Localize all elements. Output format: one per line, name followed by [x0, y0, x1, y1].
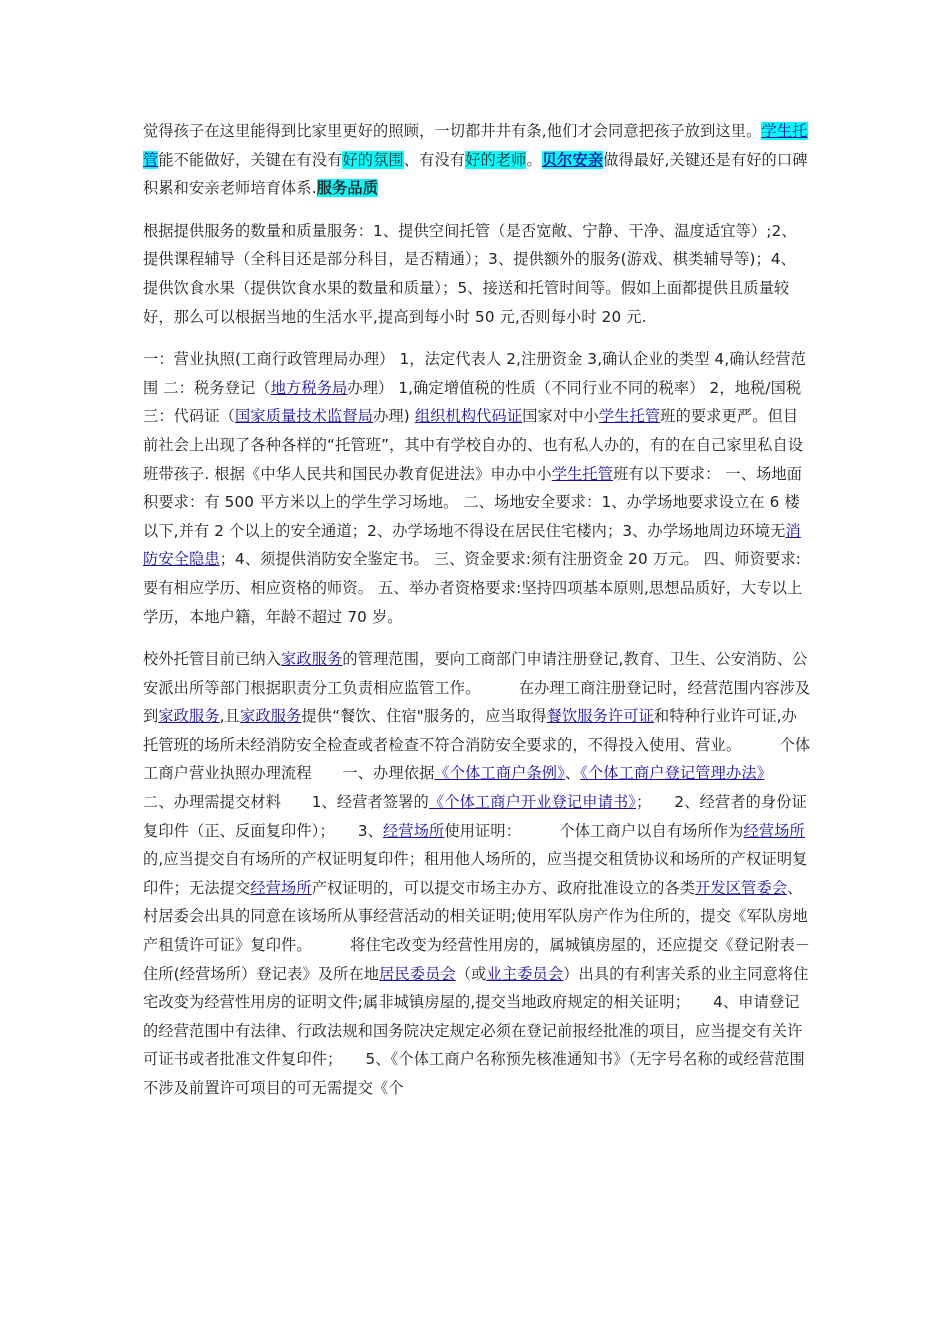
text-link[interactable]: 学生托管 — [598, 407, 661, 426]
text-link[interactable]: 学生托管 — [551, 464, 614, 483]
body-text: ,且 — [219, 707, 241, 726]
text-link[interactable]: 经营场所 — [743, 821, 805, 840]
text-link[interactable]: 《个体工商户条例》 — [434, 764, 565, 783]
body-text: 办理) — [373, 407, 415, 426]
body-text: 、 — [564, 764, 581, 783]
document-body — [143, 117, 811, 1103]
body-text: 、村居委会出具的同意在该场所从事经营活动的相关证明;使用军队房产作为住所的，提交《军队房地产租赁许可证》复印件。 将住宅改变为经营性用房的，属城镇房屋的，还应提交《登记附表－住所(经营场所）登记表》及所在地 — [143, 878, 811, 983]
body-text: 使用证明： 个体工商户以自有场所作为 — [444, 821, 744, 840]
body-text: 的,应当提交自有场所的产权证明复印件；租用他人场所的，应当提交租赁协议和场所的产权证明复印件；无法提交 — [143, 850, 808, 897]
text-link[interactable]: 国家质量技术监督局 — [235, 407, 374, 426]
body-text: 校外托管目前已纳入 — [143, 650, 282, 669]
text-link[interactable]: 居民委员会 — [379, 964, 456, 983]
body-text: ； 2、经营者的身份证复印件（正、反面复印件）； 3、 — [143, 793, 807, 840]
paragraph-service-quality — [143, 117, 811, 203]
body-text: 提供“餐饮、住宿"服务的，应当取得 — [301, 707, 547, 726]
body-text: 觉得孩子在这里能得到比家里更好的照顾，一切都井井有条,他们才会同意把孩子放到这里。 — [143, 122, 762, 140]
body-text: 。 — [526, 150, 542, 169]
body-text: 的管理范围，要向工商部门申请注册登记,教育、卫生、公安消防、公安派出所等部门根据职责分工负责相应监管工作。 在办理工商注册登记时，经营范围内容涉及到 — [143, 650, 811, 726]
text-link[interactable]: 经营场所 — [250, 878, 312, 897]
text-link[interactable]: 业主委员会 — [486, 964, 564, 983]
text-link[interactable]: 学生托管 — [143, 122, 808, 169]
text-link[interactable]: 地方税务局 — [270, 378, 348, 397]
body-text: 做得最好,关键还是有好的口碑积累和安亲老师培育体系. — [143, 150, 808, 198]
paragraph-gap — [143, 331, 811, 345]
paragraph-pricing — [143, 217, 811, 331]
text-link[interactable]: 《个体工商户开业登记申请书》 — [428, 793, 637, 812]
text-link[interactable]: 餐饮服务许可证 — [546, 707, 654, 726]
body-text: 班的要求更严。但目前社会上出现了各种各样的“托管班”，其中有学校自办的、也有私人办的，有的在自己家里私自设班带孩子. 根据《中华人民共和国民办教育促进法》申办中小 — [143, 407, 804, 483]
body-text: 办理） 1,确定增值税的性质（不同行业不同的税率） 2，地税/国税 三：代码证（ — [143, 378, 802, 426]
text-link[interactable]: 经营场所 — [383, 821, 445, 840]
body-text: ；4、须提供消防安全鉴定书。 三、资金要求:须有注册资金 20 万元。 四、师资要求:要有相应学历、相应资格的师资。 五、举办者资格要求:坚持四项基本原则,思想品质好，大专以上学历，本地户籍，年龄不超过 70 岁。 — [143, 550, 803, 626]
body-text: ）出具的有利害关系的业主同意将住宅改变为经营性用房的证明文件;属非城镇房屋的,提交当地政府规定的相关证明； 4、申请登记的经营范围中有法律、行政法规和国务院决定规定必须在登记前报经批准的项目，应当提交有关许可证书或者批准文件复印件； 5、《个体工商户名称预先核准通知书》（无字号名称的或经营范围不涉及前置许可项目的可无需提交《个 — [143, 964, 809, 1097]
body-text: 一：营业执照(工商行政管理局办理） 1，法定代表人 2,注册资金 3,确认企业的类型 4,确认经营范围 二：税务登记（ — [143, 350, 806, 397]
text-link[interactable]: 开发区管委会 — [695, 878, 788, 897]
paragraph-gap — [143, 631, 811, 645]
body-text: （或 — [455, 964, 487, 983]
body-text: 根据提供服务的数量和质量服务：1、提供空间托管（是否宽敞、宁静、干净、温度适宜等）;2、提供课程辅导（全科目还是部分科目，是否精通）；3、提供额外的服务(游戏、棋类辅导等)；4、提供饮食水果（提供饮食水果的数量和质量）；5、接送和托管时间等。假如上面都提供且质量较好，那么可以根据当地的生活水平,提高到每小时 50 元,否则每小时 20 元. — [143, 221, 797, 326]
paragraph-gap — [143, 203, 811, 217]
highlighted-text: 服务品质 — [316, 179, 379, 198]
body-text: 二、办理需提交材料 1、经营者签署的 — [143, 764, 811, 812]
text-link[interactable]: 消防安全隐患 — [143, 521, 801, 569]
body-text: 、有没有 — [403, 150, 466, 169]
text-link[interactable]: 组织机构代码证 — [414, 407, 523, 426]
text-link[interactable]: 家政服务 — [158, 707, 220, 726]
highlighted-text: 好的老师 — [465, 150, 527, 169]
body-text: 班有以下要求： 一、场地面积要求：有 500 平方米以上的学生学习场地。 二、场地安全要求：1、办学场地要求设立在 6 楼以下,并有 2 个以上的安全通道；2、办学场地不得设在居民住宅楼内；3、办学场地周边环境无 — [143, 464, 803, 540]
body-text: 国家对中小 — [522, 407, 599, 426]
paragraph-requirements — [143, 345, 811, 631]
text-link[interactable]: 家政服务 — [281, 650, 343, 669]
highlighted-text: 好的氛围 — [342, 150, 404, 169]
body-text: 能不能做好，关键在有没有 — [158, 150, 343, 169]
body-text: 和特种行业许可证,办托管班的场所未经消防安全检查或者检查不符合消防安全要求的，不得投入使用、营业。 个体工商户营业执照办理流程 一、办理依据 — [143, 707, 811, 783]
text-link[interactable]: 《个体工商户登记管理办法》 — [580, 764, 765, 783]
body-text: 产权证明的，可以提交市场主办方、政府批准设立的各类 — [311, 878, 696, 897]
text-link[interactable]: 贝尔安亲 — [541, 150, 604, 169]
paragraph-registration-process — [143, 645, 811, 1103]
text-link[interactable]: 家政服务 — [240, 707, 302, 726]
